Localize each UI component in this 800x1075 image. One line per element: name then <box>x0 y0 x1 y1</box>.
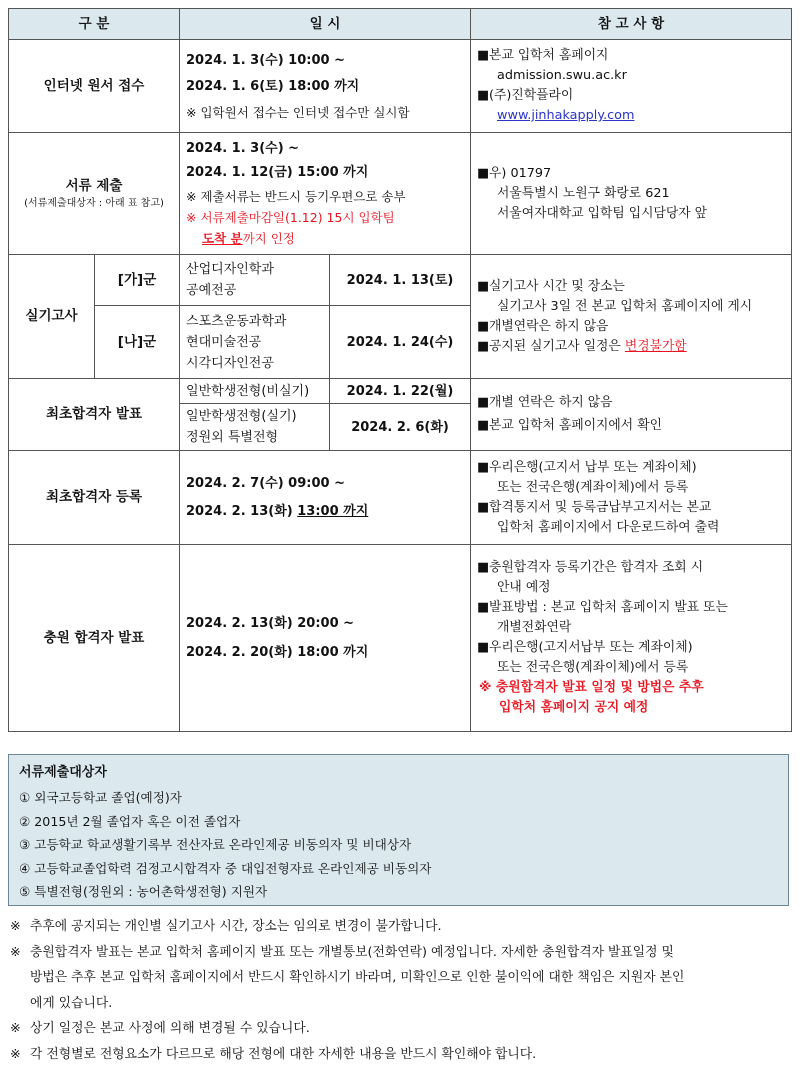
box-item: ③ 고등학교 학교생활기록부 전산자료 온라인제공 비동의자 및 비대상자 <box>19 837 412 852</box>
ga-depts <box>180 255 330 306</box>
bullet-icon: ■ <box>477 600 490 615</box>
row-label-additional: 충원 합격자 발표 <box>9 545 180 732</box>
deadline-time: 13:00 까지 <box>297 504 369 519</box>
note-line: ※ 입학원서 접수는 인터넷 접수만 실시함 <box>186 104 410 120</box>
date-text: 2024. 2. 13(화) <box>186 504 298 519</box>
docs-reference <box>471 133 792 255</box>
bullet-icon: ■ <box>477 459 490 475</box>
ref-text: 합격통지서 및 등록금납부고지서는 본교 <box>489 499 712 515</box>
ref-text: 개별전화연락 <box>497 620 572 635</box>
na-depts <box>180 306 330 379</box>
table-row <box>9 255 792 306</box>
bullet-icon: ■ <box>477 338 490 354</box>
box-item: ④ 고등학교졸업학력 검정고시합격자 중 대입전형자료 온라인제공 비동의자 <box>19 860 432 876</box>
ref-text: 실기고사 시간 및 장소는 <box>489 278 625 294</box>
internet-reference <box>471 40 792 133</box>
dept-name: 시각디자인전공 <box>186 355 274 371</box>
box-item: ⑤ 특별전형(정원외 : 농어촌학생전형) 지원자 <box>19 884 268 899</box>
ga-date: 2024. 1. 13(토) <box>330 255 471 306</box>
footnote-text: 각 전형별로 전형요소가 다르므로 해당 전형에 대한 자세한 내용을 반드시 확인해야 합니다. <box>30 1046 537 1062</box>
deadline-text: ※ 서류제출마감일(1.12) 15시 입학팀 <box>186 210 395 225</box>
group-na: [나]군 <box>95 306 180 379</box>
footnote-text: 추후에 공지되는 개인별 실기고사 시간, 장소는 임의로 변경이 불가합니다. <box>30 919 442 934</box>
ref-text: 우리은행(고지서납부 또는 계좌이체) <box>489 640 693 655</box>
ref-text: 충원합격자 등록기간은 합격자 조회 시 <box>489 560 704 575</box>
ref-text: 또는 전국은행(계좌이체)에서 등록 <box>497 660 689 675</box>
deadline-tail: 까지 인정 <box>242 231 295 246</box>
ref-text: 발표방법 : 본교 입학처 홈페이지 발표 또는 <box>489 600 728 615</box>
address-line: 서울특별시 노원구 화랑로 621 <box>497 185 670 201</box>
bullet-icon: ■ <box>477 560 490 575</box>
footnote-text: 에게 있습니다. <box>30 995 113 1011</box>
box-item: ② 2015년 2월 졸업자 혹은 이전 졸업자 <box>19 813 241 829</box>
footnote <box>8 1042 792 1068</box>
footnote-text: 상기 일정은 본교 사정에 의해 변경될 수 있습니다. <box>30 1021 310 1036</box>
deadline-note <box>186 207 464 249</box>
table-row <box>9 133 792 255</box>
schedule-table <box>8 8 792 732</box>
document-target-box <box>8 754 789 906</box>
ref-text: 본교 입학처 홈페이지 <box>489 48 609 63</box>
note-mark: ※ <box>10 944 21 960</box>
footnote <box>8 914 792 940</box>
ref-text: 또는 전국은행(계좌이체)에서 등록 <box>497 479 689 495</box>
additional-red-note <box>477 678 785 718</box>
footnote <box>8 1016 792 1042</box>
date-line: 2024. 2. 13(화) 20:00 ~ <box>186 616 355 631</box>
type-text: 정원외 특별전형 <box>186 430 279 445</box>
no-change-text: 변경불가함 <box>624 338 687 354</box>
row-label-internet: 인터넷 원서 접수 <box>9 40 180 133</box>
ref-text: (주)진학플라이 <box>489 88 574 103</box>
arrival-text: 도착 분 <box>202 231 243 246</box>
bullet-icon: ■ <box>477 640 490 655</box>
type-text: 일반학생전형(실기) <box>186 409 297 424</box>
first-type-2 <box>180 404 330 451</box>
first-reference <box>471 379 792 451</box>
internet-dates <box>180 40 471 133</box>
row-label-first: 최초합격자 발표 <box>9 379 180 451</box>
bullet-icon: ■ <box>477 499 490 515</box>
footnote <box>8 940 792 1017</box>
dept-name: 산업디자인학과 <box>186 262 274 277</box>
bullet-icon: ■ <box>477 48 490 63</box>
dept-name: 스포츠운동과학과 <box>186 313 287 329</box>
date-line: 2024. 1. 3(수) ~ <box>186 141 300 156</box>
docs-label: 서류 제출 <box>65 178 123 194</box>
note-line: ※ 제출서류는 반드시 등기우편으로 송부 <box>186 189 406 204</box>
red-note-text: ※ 충원합격자 발표 일정 및 방법은 추후 <box>479 680 704 695</box>
date-line: 2024. 1. 6(토) 18:00 까지 <box>186 78 360 94</box>
note-mark: ※ <box>10 1021 21 1036</box>
note-mark: ※ <box>10 919 21 934</box>
first-date-1: 2024. 1. 22(월) <box>330 379 471 404</box>
ref-text: 공지된 실기고사 일정은 <box>489 338 625 354</box>
table-header-row <box>9 9 792 40</box>
table-row <box>9 40 792 133</box>
ref-text: 개별연락은 하지 않음 <box>489 318 609 334</box>
ref-text: 우리은행(고지서 납부 또는 계좌이체) <box>489 459 697 475</box>
dept-name: 현대미술전공 <box>186 334 262 350</box>
row-label-register: 최초합격자 등록 <box>9 451 180 545</box>
table-row <box>9 379 792 404</box>
date-line: 2024. 2. 7(수) 09:00 ~ <box>186 476 345 491</box>
address-line: 서울여자대학교 입학팀 입시담당자 앞 <box>497 205 708 221</box>
date-line: 2024. 2. 20(화) 18:00 까지 <box>186 645 369 660</box>
bullet-icon: ■ <box>477 318 490 334</box>
ref-text: 입학처 홈페이지에서 다운로드하여 출력 <box>497 519 720 535</box>
first-date-2: 2024. 2. 6(화) <box>330 404 471 451</box>
ref-text: 개별 연락은 하지 않음 <box>489 395 613 410</box>
bullet-icon: ■ <box>477 88 490 103</box>
note-mark: ※ <box>10 1046 21 1062</box>
na-date: 2024. 1. 24(수) <box>330 306 471 379</box>
dept-name: 공예전공 <box>186 283 237 298</box>
date-line <box>186 501 464 522</box>
register-reference <box>471 451 792 545</box>
register-dates <box>180 451 471 545</box>
practical-reference <box>471 255 792 379</box>
additional-reference <box>471 545 792 732</box>
jinhakapply-link[interactable]: www.jinhakapply.com <box>497 108 635 123</box>
header-datetime: 일 시 <box>180 9 471 40</box>
table-row <box>9 451 792 545</box>
ref-text: 실기고사 3일 전 본교 입학처 홈페이지에 게시 <box>497 298 753 314</box>
red-note-text: 입학처 홈페이지 공지 예정 <box>499 700 649 715</box>
ref-text: 안내 예정 <box>497 580 551 595</box>
group-ga: [가]군 <box>95 255 180 306</box>
header-reference: 참 고 사 항 <box>471 9 792 40</box>
table-row <box>9 545 792 732</box>
footnote-text: 충원합격자 발표는 본교 입학처 홈페이지 발표 또는 개별통보(전화연락) 예정입니다. 자세한 충원합격자 발표일정 및 <box>30 944 674 960</box>
date-line: 2024. 1. 12(금) 15:00 까지 <box>186 165 369 180</box>
footnote-text: 방법은 추후 본교 입학처 홈페이지에서 반드시 확인하시기 바라며, 미확인으로 인한 불이익에 대한 책임은 지원자 본인 <box>30 970 685 985</box>
footnotes <box>8 914 792 1067</box>
date-line: 2024. 1. 3(수) 10:00 ~ <box>186 52 345 68</box>
first-type-1: 일반학생전형(비실기) <box>180 379 330 404</box>
bullet-icon: ■ <box>477 395 490 410</box>
ref-text: 본교 입학처 홈페이지에서 확인 <box>489 418 662 433</box>
box-title: 서류제출대상자 <box>19 765 107 780</box>
docs-sublabel: (서류제출대상자 : 아래 표 참고) <box>24 198 164 209</box>
docs-dates <box>180 133 471 255</box>
row-label-docs <box>9 133 180 255</box>
additional-dates <box>180 545 471 732</box>
bullet-icon: ■ <box>477 278 490 294</box>
row-label-practical: 실기고사 <box>9 255 95 379</box>
header-category: 구 분 <box>9 9 180 40</box>
box-item: ① 외국고등학교 졸업(예정)자 <box>19 790 182 805</box>
bullet-icon: ■ <box>477 165 490 181</box>
postal-code: 우) 01797 <box>489 165 552 181</box>
homepage-url[interactable]: admission.swu.ac.kr <box>497 68 627 83</box>
bullet-icon: ■ <box>477 418 490 433</box>
